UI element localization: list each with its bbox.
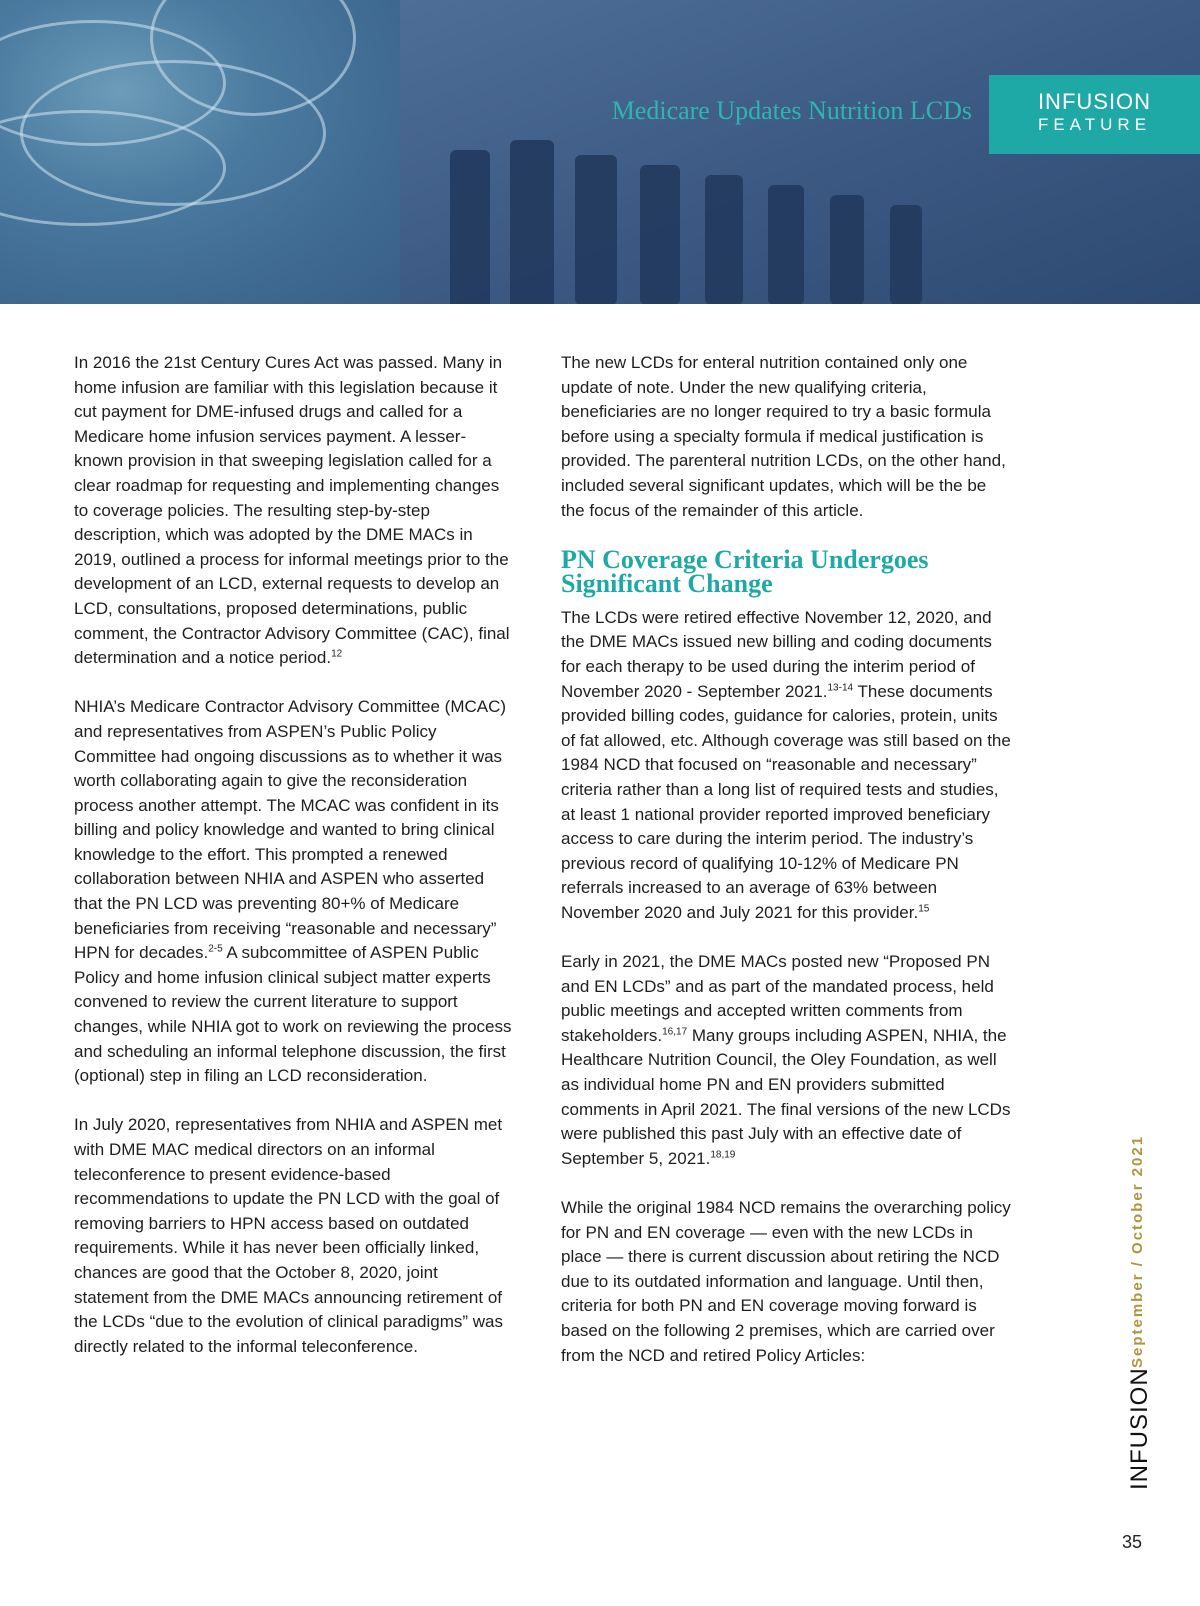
page-number: 35: [1122, 1532, 1143, 1552]
banner-photo-tubing: [0, 0, 400, 304]
paragraph-text: Early in 2021, the DME MACs posted new “Proposed PN and EN LCDs” and as part of the mandated process, held public meetings and accepted written comments from stakeholders.: [561, 952, 994, 1045]
right-column: [561, 351, 1011, 1393]
feature-badge: [989, 75, 1200, 154]
paragraph-text: A subcommittee of ASPEN Public Policy and home infusion clinical subject matter experts convened to review the current literature to support changes, while NHIA got to work on reviewing the process and scheduling an informal telephone discussion, the first (optional) step in filing an LCD reconsideration.: [74, 943, 512, 1086]
paragraph: While the original 1984 NCD remains the overarching policy for PN and EN coverage — even with the new LCDs in place — there is current discussion about retiring the NCD due to its outdated information and language. Until then, criteria for both PN and EN coverage moving forward is based on the following 2 premises, which are carried over from the NCD and retired Policy Articles:: [561, 1198, 1011, 1365]
paragraph: In July 2020, representatives from NHIA and ASPEN met with DME MAC medical directors on an informal teleconference to present evidence-based recommendations to update the PN LCD with the goal of removing barriers to HPN access based on outdated requirements. While it has never been officially linked, chances are good that the October 8, 2020, joint statement from the DME MACs announcing retirement of the LCDs “due to the evolution of clinical paradigms” was directly related to the informal teleconference.: [74, 1115, 503, 1356]
header-banner: [0, 0, 1200, 304]
article-section-title: Medicare Updates Nutrition LCDs: [611, 96, 972, 125]
paragraph: The new LCDs for enteral nutrition contained only one update of note. Under the new qualifying criteria, beneficiaries are no longer required to try a basic formula before using a specialty formula if medical justification is provided. The parenteral nutrition LCDs, on the other hand, included several significant updates, which will be the be the focus of the remainder of this article.: [561, 353, 1006, 520]
paragraph-text: Many groups including ASPEN, NHIA, the Healthcare Nutrition Council, the Oley Foundation, as well as individual home PN and EN providers submitted comments in April 2021. The final versions of the new LCDs were published this past July with an effective date of September 5, 2021.: [561, 1025, 1011, 1168]
infusion-logo: INFUSION: [1126, 1367, 1153, 1490]
paragraph: [74, 351, 514, 671]
reference: 15: [918, 903, 930, 915]
paragraph-text: These documents provided billing codes, guidance for calories, protein, units of fat allowed, etc. Although coverage was still based on the 1984 NCD that focused on “reasonable and necessary” criteria rather than a long list of required tests and studies, at least 1 national provider reported improved beneficiary access to care during the interim period. The industry’s previous record of qualifying 10-12% of Medicare PN referrals increased to an average of 63% between November 2020 and July 2021 for this provider.: [561, 681, 1011, 922]
badge-brand: INFUSION: [1037, 89, 1152, 114]
paragraph: [74, 695, 514, 1089]
reference: 2-5: [208, 943, 223, 955]
section-heading: PN Coverage Criteria Undergoes Significant Change: [561, 544, 929, 598]
badge-label: FEATURE: [1037, 115, 1152, 134]
paragraph-text: NHIA’s Medicare Contractor Advisory Committee (MCAC) and representatives from ASPEN’s Public Policy Committee had ongoing discussions as to whether it was worth collaborating again to give the reconsideration process another attempt. The MCAC was confident in its billing and policy knowledge and wanted to bring clinical knowledge to the effort. This prompted a renewed collaboration between NHIA and ASPEN who asserted that the PN LCD was preventing 80+% of Medicare beneficiaries from receiving “reasonable and necessary” HPN for decades.: [74, 697, 507, 963]
reference: 13-14: [827, 681, 854, 693]
paragraph-text: The LCDs were retired effective November 12, 2020, and the DME MACs issued new billing and coding documents for each therapy to be used during the interim period of November 2020 - September 2021.: [561, 607, 992, 701]
issue-date: September / October 2021: [1129, 1134, 1146, 1368]
reference: 12: [331, 648, 343, 660]
reference: 18,19: [710, 1149, 736, 1161]
reference: 16,17: [662, 1026, 688, 1038]
left-column: [74, 351, 514, 1384]
paragraph: [561, 950, 1011, 1171]
paragraph: [561, 606, 1011, 926]
paragraph-text: In 2016 the 21st Century Cures Act was passed. Many in home infusion are familiar with this legislation because it cut payment for DME-infused drugs and called for a Medicare home infusion services payment. A lesser-known provision in that sweeping legislation called for a clear roadmap for requesting and implementing changes to coverage policies. The resulting step-by-step description, which was adopted by the DME MACs in 2019, outlined a process for informal meetings prior to the development of an LCD, external requests to develop an LCD, consultations, proposed determinations, public comment, the Contractor Advisory Committee (CAC), final determination and a notice period.: [74, 353, 510, 668]
